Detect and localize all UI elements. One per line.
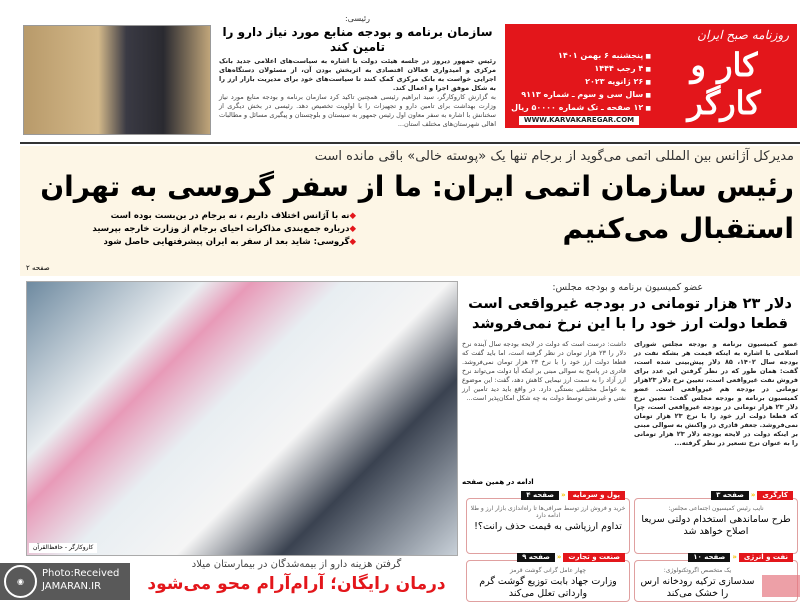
bullet-item: ◆درباره جمع‌بندی مذاکرات احیای برجام از وزارت خارجه بپرسید <box>92 224 356 234</box>
budget-story-kicker: عضو کمیسیون برنامه و بودجه مجلس: <box>552 282 703 293</box>
lead-story-headline-block <box>26 166 794 250</box>
top-story-kicker: رئیسی: <box>344 14 370 23</box>
chevron-icon: « <box>556 553 562 561</box>
budget-story-column: عضو کمیسیون برنامه و بودجه مجلس شورای اسلامی با اشاره به اینکه قیمت هر بشکه نفت در بودجه سال ۱۴۰۲، ۸۵ دلار پیش‌بینی شده است، گفت: همان طور که در نظر گرفتن این عدد برای فروش نفت غیرواقعی است، تعیین نرخ دلار ۲۳هزار تومانی در بودجه هم غیرواقعی است. عضو کمیسیون برنامه و بودجه مجلس گفت: تعیین نرخ دلار ۲۳ هزار تومانی در بودجه غیرواقعی است، چرا که قطعا دولت ارز خود را با نرخ ۲۳ هزار تومان نمی‌فروشد. جعفر قادری در واکنش به سوالی مبنی بر اینکه دولت در لایحه بودجه دلار ۲۳ هزار تومانی را به عنوان نرخ تسعیر در نظر گرفته... <box>634 340 799 447</box>
budget-story <box>462 282 798 448</box>
diamond-icon: ◆ <box>349 211 356 221</box>
bullet-item: ◆نه با آژانس اختلاف داریم ، نه برجام در بن‌بست بوده است <box>110 211 356 221</box>
diamond-icon: ◆ <box>349 224 356 234</box>
divider <box>20 142 800 144</box>
bullet-item: ◆گروسی: شاید بعد از سفر به ایران پیشرفتهایی حاصل شود <box>103 237 356 247</box>
diamond-icon: ◆ <box>349 237 356 247</box>
teaser-box[interactable]: صنعت و تجارت « صفحه ۹ چهار عامل گرانی گوشت قرمز وزارت جهاد بابت توزیع گوشت گرم وارداتی تعلل می‌کند <box>466 560 630 602</box>
chevron-icon: « <box>561 491 566 499</box>
teaser-box[interactable]: نفت و انرژی « صفحه ۱۰ یک متخصص اگروتکنولوژی: سدسازی ترکیه رودخانه ارس را خشک می‌کند <box>634 560 798 602</box>
top-story <box>215 14 500 140</box>
watermark-text: Photo:Received <box>42 568 120 579</box>
issue-date-gregorian: ■ ۲۶ ژانویه ۲۰۲۳ <box>511 76 651 89</box>
top-story-photo <box>23 25 211 135</box>
jamaran-logo: ◉ <box>4 565 37 598</box>
lead-story-kicker: مدیرکل آژانس بین المللی اتمی می‌گوید از برجام تنها یک «پوسته خالی» باقی مانده است <box>314 149 794 164</box>
lead-story-title[interactable]: رئیس سازمان اتمی ایران: ما از سفر گروسی به تهران استقبال می‌کنیم <box>40 170 794 245</box>
issue-number: ■ سال سی و سوم ـ شماره ۹۱۱۳ <box>511 89 651 102</box>
page-reference: صفحه ۲ <box>26 264 50 272</box>
pharmacy-photo <box>26 281 458 556</box>
masthead <box>505 24 797 128</box>
photo-story-kicker: گرفتن هزینه دارو از بیمه‌شدگان در بیمارستان میلاد <box>191 559 402 570</box>
newspaper-logo: کار و کارگر <box>687 46 761 122</box>
lead-story-bullets <box>26 210 356 249</box>
issue-info <box>511 50 651 115</box>
top-story-lead: رئیس جمهور دیروز در جلسه هیئت دولت با اشاره به سیاست‌های اعلامی جدید بانک مرکزی و امیدواری فعالان اقتصادی به اثربخش بودن آن، از مسئولان دستگاه‌های اجرایی خواست به بانک مرکزی کمک کنند تا سیاست‌های خود برای مدیریت بازار ارز را به شکل موفق اجرا و اعمال کند. <box>219 57 496 92</box>
budget-story-column: داشت: درست است که دولت در لایحه بودجه سال آینده نرخ دلار را ۲۳ هزار تومان در نظر گرفته است، اما باید گفت که قطعا دولت ارز خود را با نرخ ۲۳ هزار تومان نمی‌فروشد. قادری در پاسخ به سوالی مبنی بر اینکه آیا دولت می‌تواند نرخ ارز آزاد را به سمت ارز نیمایی کاهش دهد، گفت: این موضوع به عوامل مختلفی بستگی دارد. در واقع باید دید تامین ارز نفتی و غیرنفتی توسط دولت به چه شکل امکان‌پذیر است... <box>462 340 626 402</box>
chevron-icon: « <box>732 553 737 561</box>
lead-story <box>20 146 800 276</box>
photo-credit: کاروکارگر - حافظ‌القرآن <box>29 543 97 553</box>
issue-price: ■ ۱۲ صفحه ـ تک شماره ۵۰۰۰۰ ریال <box>511 102 651 115</box>
issue-date-persian: ■ پنجشنبه ۶ بهمن ۱۴۰۱ <box>511 50 651 63</box>
watermark-site: JAMARAN.IR <box>42 581 102 592</box>
continued-label: ادامه در همین صفحه <box>462 478 534 486</box>
teaser-box[interactable]: کارگری « صفحه ۳ نایب رئیس کمیسیون اجتماعی مجلس: طرح ساماندهی استخدام دولتی سریعا اصلاح خواهد شد <box>634 498 798 554</box>
corner-watermark-logo <box>762 575 800 597</box>
budget-story-title[interactable]: دلار ۲۳ هزار تومانی در بودجه غیرواقعی است قطعا دولت ارز خود را با این نرخ نمی‌فروشد <box>468 296 792 332</box>
website-url[interactable]: WWW.KARVAKAREGAR.COM <box>519 116 639 125</box>
masthead-subtitle: روزنامه صبح ایران <box>697 28 789 42</box>
issue-date-hijri: ■ ۴ رجب ۱۴۴۴ <box>511 63 651 76</box>
photo-story-title[interactable]: درمان رایگان؛ آرام‌آرام محو می‌شود <box>147 574 446 594</box>
top-story-body: به گزارش کاروکارگر، سید ابراهیم رئیسی همچنین تاکید کرد سازمان برنامه و بودجه منابع مورد نیاز وزارت بهداشت برای تامین دارو و تجهیزات را با اولویت تخصیص دهد. رئیسی در بخش دیگری از سخنانش با اشاره به سفر معاون اول رئیس جمهور به سیستان و بلوچستان و پیگیری مسائل و مطالبات اهالی شهرستان‌های مختلف استان... <box>219 93 496 128</box>
teaser-box[interactable]: پول و سرمایه « صفحه ۴ خرید و فروش ارز توسط صرافی‌ها تا راه‌اندازی بازار ارز و طلا ادامه دارد تداوم ارزپاشی به قیمت حذف رانت؟! <box>466 498 630 554</box>
jamaran-watermark <box>0 563 130 600</box>
top-story-title[interactable]: سازمان برنامه و بودجه منابع مورد نیاز دارو را تامین کند <box>222 25 493 54</box>
chevron-icon: « <box>750 491 756 499</box>
